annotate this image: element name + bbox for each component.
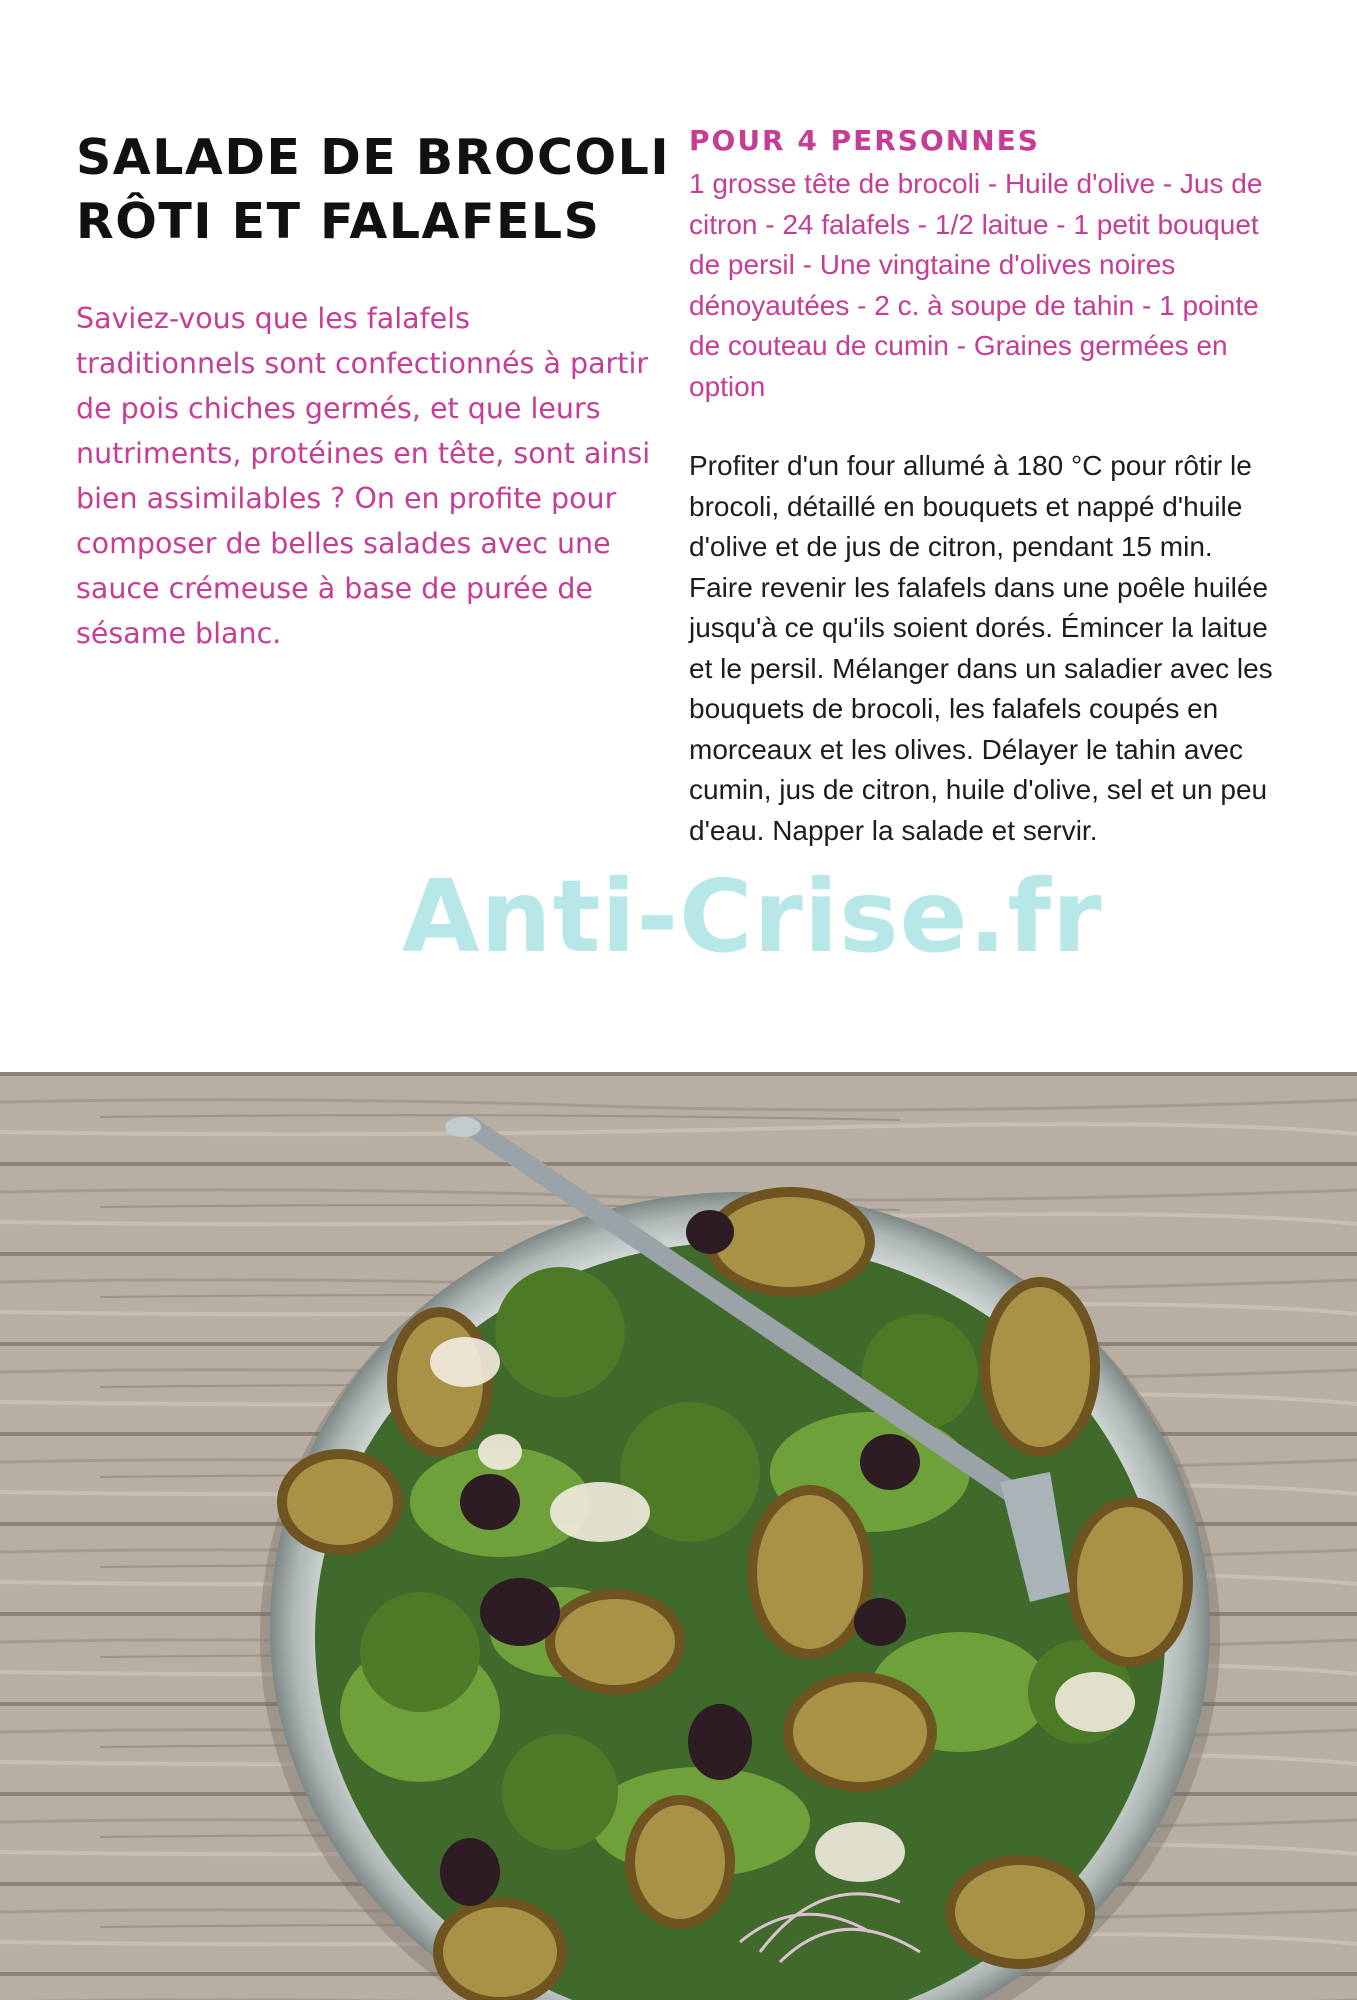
recipe-title-line-1: SALADE DE BROCOLI (76, 129, 671, 186)
servings-heading: POUR 4 PERSONNES (689, 124, 1040, 157)
recipe-steps: Profiter d'un four allumé à 180 °C pour rôtir le brocoli, détaillé en bouquets et nappé d'huile d'olive et de jus de citron, pendant 15 min. Faire revenir les falafels dans une poêle huilée jusqu'à ce qu'ils soient dorés. Émincer la laitue et le persil. Mélanger dans un saladier avec les bouquets de brocoli, les falafels coupés en morceaux et les olives. Délayer le tahin avec cumin, jus de citron, huile d'olive, sel et un peu d'eau. Napper la salade et servir. (689, 450, 1273, 846)
recipe-title-line-2: RÔTI ET FALAFELS (76, 193, 601, 250)
recipe-intro: Saviez-vous que les falafels traditionnels sont confectionnés à partir de pois chiches germés, et que leurs nutriments, protéines en tête, sont ainsi bien assimilables ? On en profite pour composer de belles salades avec une sauce crémeuse à base de purée de sésame blanc. (76, 302, 651, 650)
ingredients-list: 1 grosse tête de brocoli - Huile d'olive - Jus de citron - 24 falafels - 1/2 laitue - 1 petit bouquet de persil - Une vingtaine d'olives noires dénoyautées - 2 c. à soupe de tahin - 1 pointe de couteau de cumin - Graines germées en option (689, 168, 1263, 402)
watermark: Anti-Crise.fr (402, 858, 1103, 975)
salad-bowl-photo (0, 1072, 1357, 2000)
recipe-title (76, 126, 676, 254)
